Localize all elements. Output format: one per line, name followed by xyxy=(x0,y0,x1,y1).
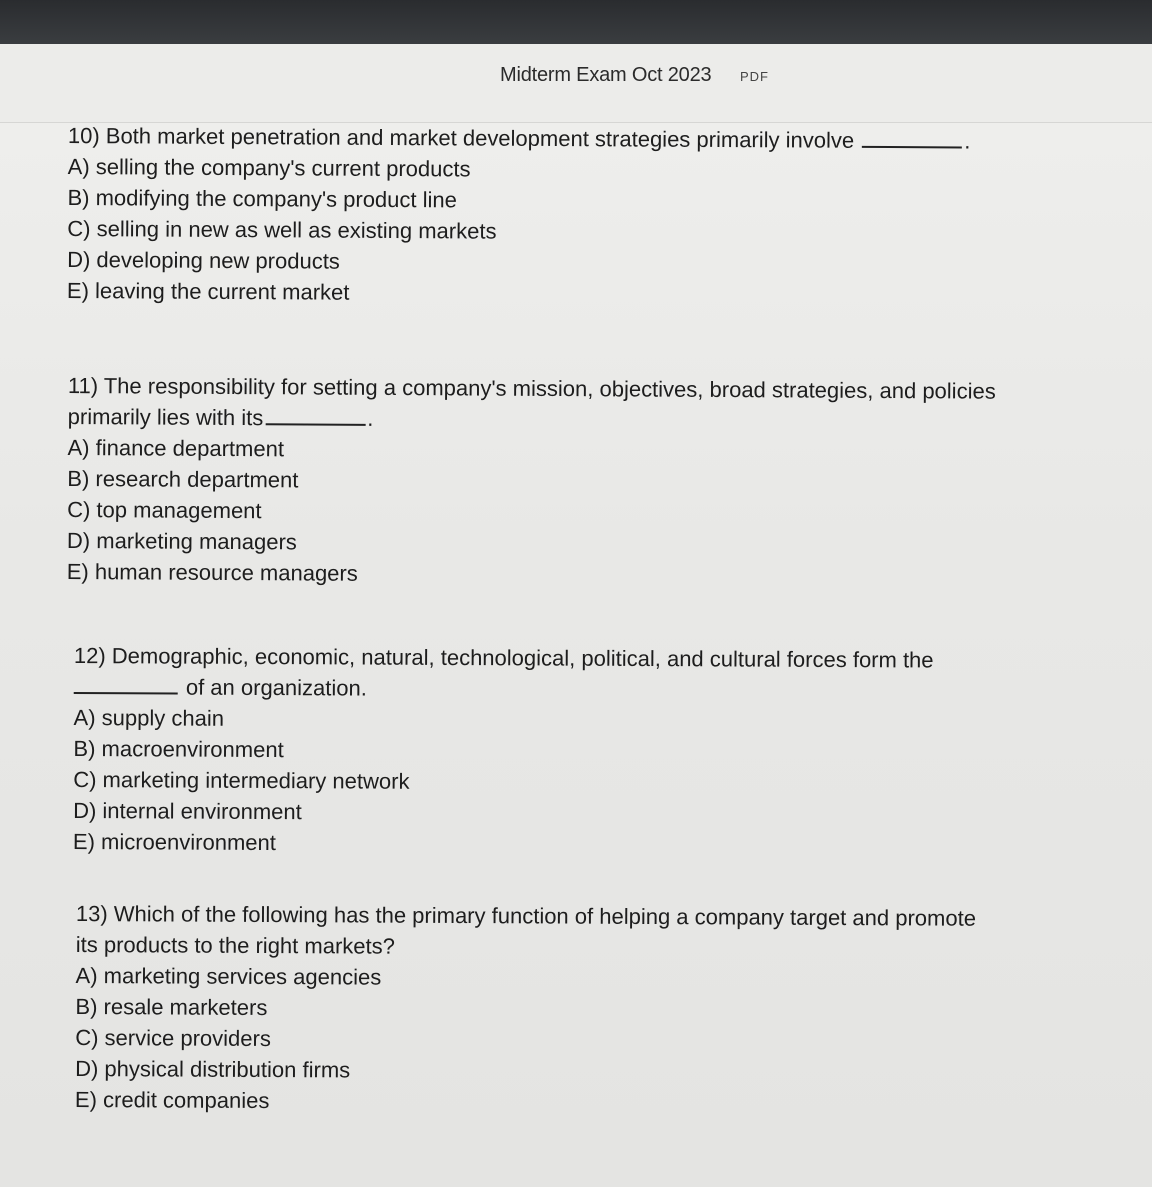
option-b: B) research department xyxy=(67,465,299,493)
option-e: E) human resource managers xyxy=(66,558,358,586)
pdf-badge: PDF xyxy=(740,69,769,84)
option-c: C) marketing intermediary network xyxy=(73,766,410,794)
question-text: 10) Both market penetration and market development strategies primarily involve xyxy=(67,122,855,153)
document-title: Midterm Exam Oct 2023 xyxy=(500,64,712,86)
option-b: B) modifying the company's product line xyxy=(67,184,458,213)
question-text: primarily lies with its xyxy=(67,403,264,431)
answer-blank xyxy=(265,405,365,426)
answer-options xyxy=(67,432,996,593)
option-a: A) selling the company's current products xyxy=(67,153,471,182)
option-a: A) marketing services agencies xyxy=(75,962,382,990)
option-d: D) internal environment xyxy=(73,797,302,825)
option-a: A) supply chain xyxy=(73,704,225,731)
question-stem-line-1: 12) Demographic, economic, natural, technological, political, and cultural forces form the xyxy=(73,642,934,673)
answer-options xyxy=(67,151,970,312)
option-c: C) selling in new as well as existing markets xyxy=(67,215,497,244)
question-punctuation: . xyxy=(964,128,971,154)
answer-blank xyxy=(862,128,962,149)
question-stem-line-1: 11) The responsibility for setting a company's mission, objectives, broad strategies, and policies xyxy=(67,372,996,404)
question-stem-line-2 xyxy=(74,671,934,707)
device-bezel xyxy=(0,0,1152,44)
question-10 xyxy=(67,120,971,312)
option-e: E) microenvironment xyxy=(72,828,276,856)
option-d: D) developing new products xyxy=(67,246,340,274)
question-stem-line-2: its products to the right markets? xyxy=(75,931,395,959)
option-c: C) service providers xyxy=(75,1024,271,1052)
question-11 xyxy=(67,370,996,593)
option-e: E) leaving the current market xyxy=(66,277,350,305)
answer-options xyxy=(75,960,976,1120)
question-stem-line-1: 13) Which of the following has the primary function of helping a company target and promote xyxy=(75,900,977,931)
answer-options xyxy=(73,702,933,861)
option-a: A) finance department xyxy=(67,434,285,462)
question-12 xyxy=(73,640,934,861)
option-b: B) resale marketers xyxy=(75,993,268,1021)
question-13 xyxy=(75,898,976,1120)
question-punctuation: . xyxy=(367,405,374,431)
option-b: B) macroenvironment xyxy=(73,735,284,763)
option-d: D) physical distribution firms xyxy=(75,1055,351,1083)
document-header xyxy=(0,44,1152,123)
option-d: D) marketing managers xyxy=(66,527,297,555)
option-e: E) credit companies xyxy=(74,1086,270,1114)
answer-blank xyxy=(74,674,178,695)
question-text: of an organization. xyxy=(185,674,367,701)
option-c: C) top management xyxy=(67,496,262,524)
